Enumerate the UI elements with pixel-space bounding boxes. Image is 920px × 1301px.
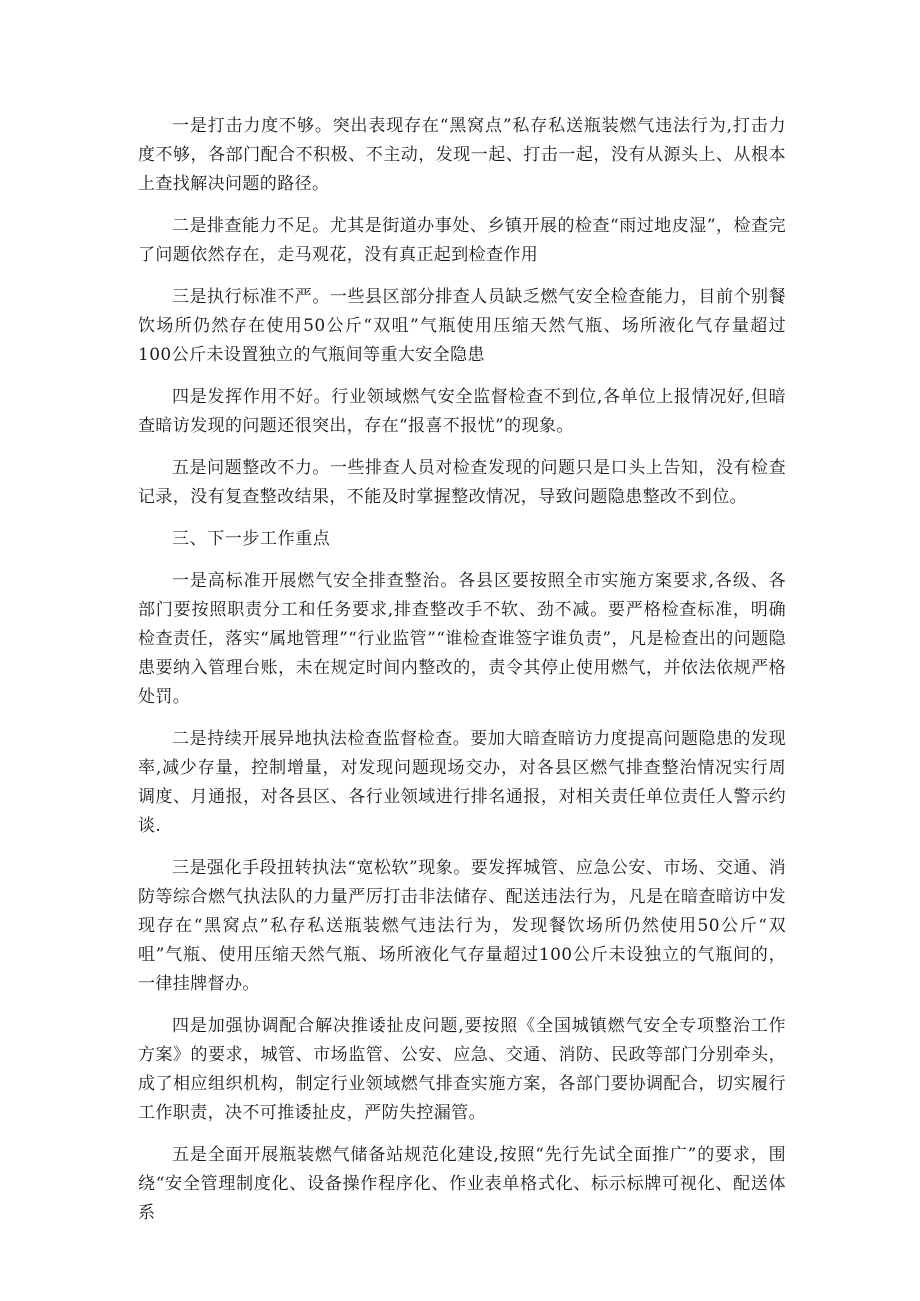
document-body [138, 112, 786, 1241]
paragraph-storage-stations: 五是全面开展瓶装燃气储备站规范化建设,按照“先行先试全面推广”的要求，围绕“安全管理制度化、设备操作程序化、作业表单格式化、标示标牌可视化、配送体系 [138, 1145, 786, 1223]
paragraph-standards: 三是执行标准不严。一些县区部分排查人员缺乏燃气安全检查能力，目前个别餐饮场所仍然存在使用50公斤“双咀”气瓶使用压缩天然气瓶、场所液化气存量超过100公斤未设置独立的气瓶间等重大安全隐患 [138, 287, 786, 365]
paragraph-enforcement: 三是强化手段扭转执法“宽松软”现象。要发挥城管、应急公安、市场、交通、消防等综合燃气执法队的力量严厉打击非法储存、配送违法行为，凡是在暗查暗访中发现存在“黑窝点”私存私送瓶装燃气违法行为，发现餐饮场所仍然使用50公斤“双咀”气瓶、使用压缩天然气瓶、场所液化气存量超过100公斤未设独立的气瓶间的，一律挂牌督办。 [138, 858, 786, 994]
paragraph-inspection-ability: 二是排查能力不足。尤其是街道办事处、乡镇开展的检查“雨过地皮湿”，检查完了问题依然存在，走马观花，没有真正起到检查作用 [138, 216, 786, 265]
paragraph-cross-region-inspection: 二是持续开展异地执法检查监督检查。要加大暗查暗访力度提高问题隐患的发现率,减少存量，控制增量，对发现问题现场交办，对各县区燃气排查整治情况实行周调度、月通报，对各县区、各行业领域进行排名通报，对相关责任单位责任人警示约谈. [138, 729, 786, 836]
paragraph-rectification: 五是问题整改不力。一些排查人员对检查发现的问题只是口头上告知，没有检查记录，没有复查整改结果，不能及时掌握整改情况，导致问题隐患整改不到位。 [138, 458, 786, 507]
section-heading-next-steps: 三、下一步工作重点 [172, 529, 331, 549]
paragraph-coordination: 四是加强协调配合解决推诿扯皮问题,要按照《全国城镇燃气安全专项整治工作方案》的要求，城管、市场监管、公安、应急、交通、消防、民政等部门分别牵头，成了相应组织机构，制定行业领域燃气排查实施方案，各部门要协调配合，切实履行工作职责，决不可推诿扯皮，严防失控漏管。 [138, 1016, 786, 1123]
paragraph-role: 四是发挥作用不好。行业领域燃气安全监督检查不到位,各单位上报情况好,但暗查暗访发现的问题还很突出，存在“报喜不报忧”的现象。 [138, 387, 786, 436]
paragraph-strike-force: 一是打击力度不够。突出表现存在“黑窝点”私存私送瓶装燃气违法行为,打击力度不够，各部门配合不积极、不主动，发现一起、打击一起，没有从源头上、从根本上查找解决问题的路径。 [138, 116, 786, 194]
paragraph-high-standard: 一是高标准开展燃气安全排查整治。各县区要按照全市实施方案要求,各级、各部门要按照职责分工和任务要求,排查整改手不软、劲不减。要严格检查标准，明确检查责任，落实“属地管理”“行业监管”“谁检查谁签字谁负责”，凡是检查出的问题隐患要纳入管理台账，未在规定时间内整改的，责令其停止使用燃气，并依法依规严格处罚。 [138, 571, 786, 707]
